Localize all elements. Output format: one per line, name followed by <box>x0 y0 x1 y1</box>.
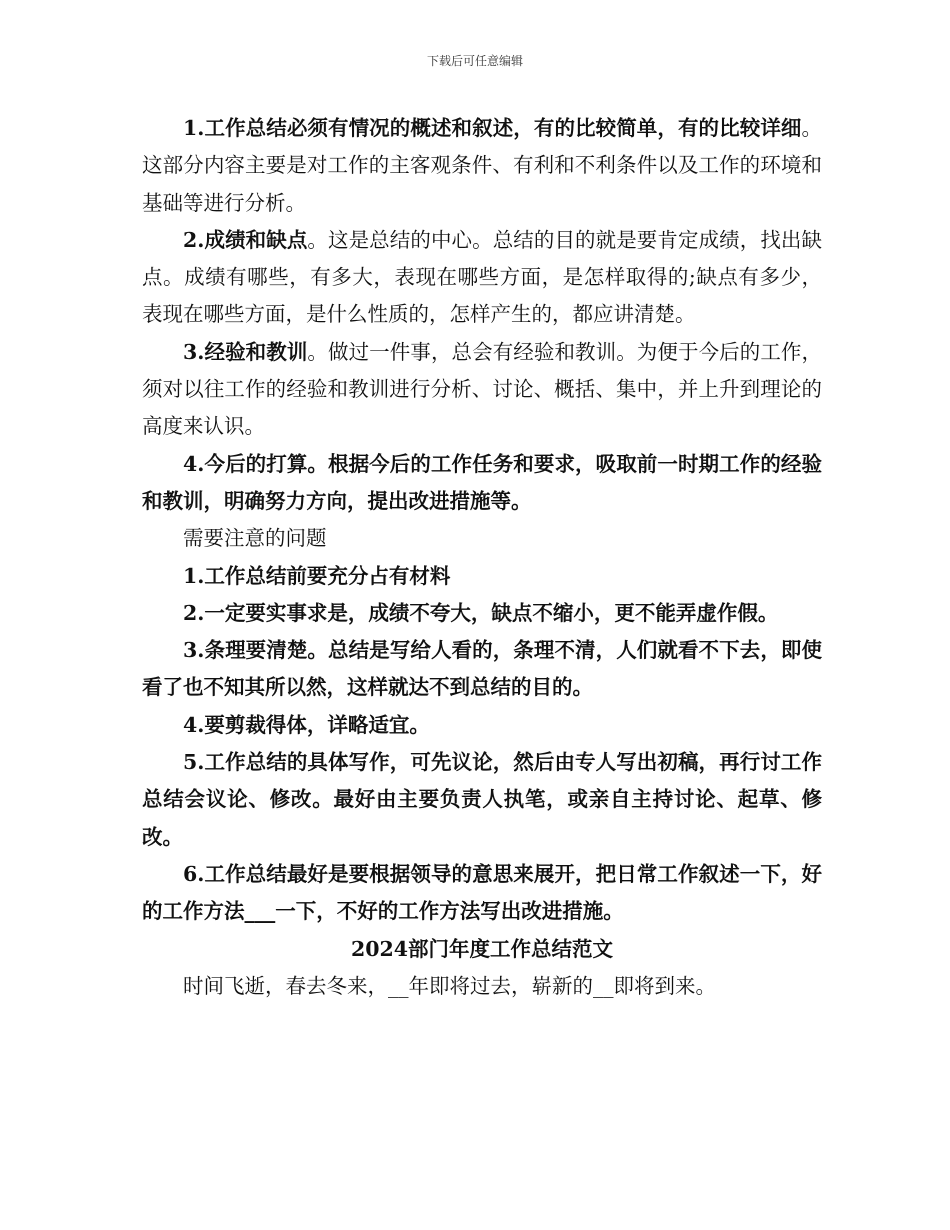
paragraph-experience-text: 。做过一件事，总会有经验和教训。为便于今后的工作，须对以往工作的经验和教训进行分析、讨论、概括、集中，并上升到理论的高度来认识。 <box>142 339 822 439</box>
paragraph-experience <box>142 334 822 446</box>
paragraph-achievements <box>142 222 822 334</box>
paragraph-achievements-bold: 2.成绩和缺点 <box>183 227 308 252</box>
note-item-1 <box>142 558 822 595</box>
note-item-6 <box>142 856 822 931</box>
paragraph-plans <box>142 446 822 521</box>
paragraph-experience-bold: 3.经验和教训 <box>183 339 308 364</box>
note-item-6-bold: 6.工作总结最好是要根据领导的意思来展开，把日常工作叙述一下，好的工作方法___一下，不好的工作方法写出改进措施。 <box>142 861 822 924</box>
note-item-4 <box>142 707 822 744</box>
page-header-note: 下载后可任意编辑 <box>426 54 523 68</box>
note-item-2-bold: 2.一定要实事求是，成绩不夸大，缺点不缩小，更不能弄虚作假。 <box>183 600 779 625</box>
paragraph-overview-text: 。这部分内容主要是对工作的主客观条件、有利和不利条件以及工作的环境和基础等进行分析。 <box>142 116 822 215</box>
note-item-3 <box>142 632 822 707</box>
note-item-1-bold: 1.工作总结前要充分占有材料 <box>183 563 451 588</box>
notes-heading-text: 需要注意的问题 <box>183 526 327 551</box>
paragraph-intro: 时间飞逝，春去冬来，__年即将过去，崭新的__即将到来。 <box>183 973 716 998</box>
notes-heading <box>142 520 822 557</box>
note-item-2 <box>142 595 822 632</box>
paragraph-overview-bold: 1.工作总结必须有情况的概述和叙述，有的比较简单，有的比较详细 <box>183 116 802 140</box>
paragraph-overview <box>142 110 822 222</box>
note-item-4-bold: 4.要剪裁得体，详略适宜。 <box>183 712 430 737</box>
document-body <box>142 110 822 1005</box>
section-title: 2024部门年度工作总结范文 <box>350 936 614 961</box>
paragraph-plans-bold: 4.今后的打算。根据今后的工作任务和要求，吸取前一时期工作的经验和教训，明确努力方向，提出改进措施等。 <box>142 451 822 513</box>
note-item-5 <box>142 744 822 856</box>
note-item-3-bold: 3.条理要清楚。总结是写给人看的，条理不清，人们就看不下去，即使看了也不知其所以然，这样就达不到总结的目的。 <box>142 638 822 700</box>
note-item-5-bold: 5.工作总结的具体写作，可先议论，然后由专人写出初稿，再行讨工作总结会议论、修改。最好由主要负责人执笔，或亲自主持讨论、起草、修改。 <box>142 750 822 849</box>
paragraph-achievements-text: 。这是总结的中心。总结的目的就是要肯定成绩，找出缺点。成绩有哪些，有多大，表现在哪些方面，是怎样取得的;缺点有多少，表现在哪些方面，是什么性质的，怎样产生的，都应讲清楚。 <box>142 227 822 327</box>
